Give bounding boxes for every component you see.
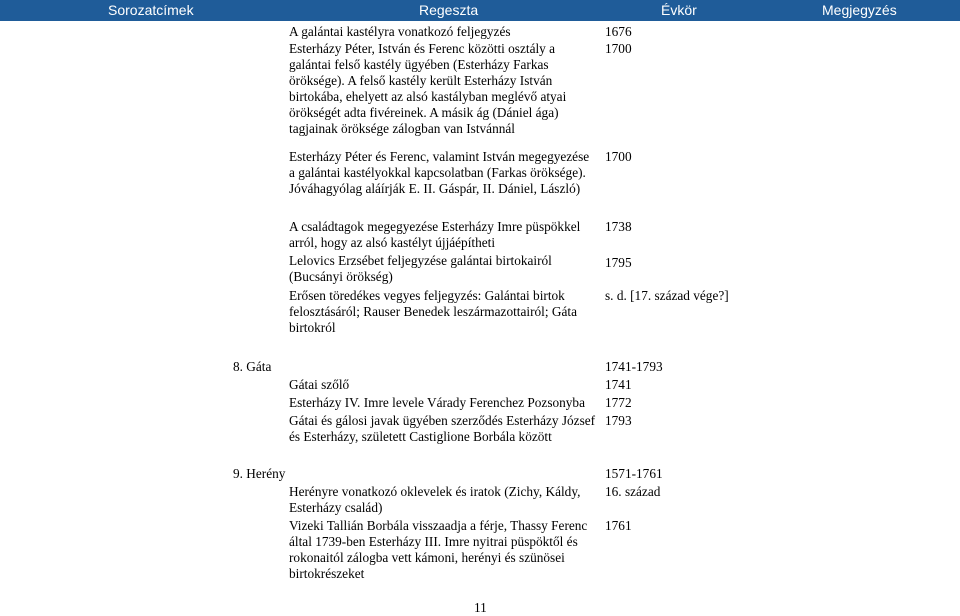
regeszta-line: Herényre vonatkozó oklevelek és iratok (Zichy, Káldy,: [289, 484, 581, 499]
regeszta-line: rokonaitól zálogba vett kámoni, herényi és szünösei: [289, 550, 565, 565]
entry-year: 1761: [605, 518, 632, 533]
entry-year: 1700: [605, 41, 632, 56]
regeszta-line: örökségét adta fivéreinek. A másik ág (Dániel ága): [289, 105, 559, 120]
regeszta-line: A galántai kastélyra vonatkozó feljegyzés: [289, 24, 511, 39]
regeszta-line: Lelovics Erzsébet feljegyzése galántai birtokairól: [289, 253, 552, 268]
regeszta-line: birtokrészeket: [289, 566, 365, 581]
regeszta-line: arról, hogy az alsó kastélyt újjáépítheti: [289, 235, 496, 250]
header-sorozatcimek: Sorozatcímek: [108, 2, 194, 18]
series-title-hereny: 9. Herény: [233, 466, 286, 481]
page-number: 11: [474, 600, 487, 615]
regeszta-line: a galántai kastélyokkal kapcsolatban (Farkas öröksége).: [289, 165, 586, 180]
series-range: 1571-1761: [605, 466, 663, 481]
regeszta-line: galántai felső kastély ügyében (Esterházy Farkas: [289, 57, 549, 72]
entry-year: 1793: [605, 413, 632, 428]
regeszta-line: Jóváhagyólag aláírják E. II. Gáspár, II. Dániel, László): [289, 181, 581, 196]
regeszta-line: (Bucsányi örökség): [289, 269, 393, 284]
header-evkor: Évkör: [661, 2, 697, 18]
regeszta-line: öröksége). A felső kastély került Esterházy István: [289, 73, 553, 88]
regeszta-line: A családtagok megegyezése Esterházy Imre püspökkel: [289, 219, 581, 234]
regeszta-line: Gátai szőlő: [289, 377, 350, 392]
regeszta-line: birtokról: [289, 320, 336, 335]
regeszta-line: Vizeki Tallián Borbála visszaadja a férje, Thassy Ferenc: [289, 518, 588, 533]
regeszta-line: felosztásáról; Rauser Benedek leszármazottairól; Gáta: [289, 304, 577, 319]
series-title-gata: 8. Gáta: [233, 359, 272, 374]
entry-year: 1741: [605, 377, 632, 392]
entry-year: 1772: [605, 395, 632, 410]
entry-year: s. d. [17. század vége?]: [605, 288, 729, 303]
regeszta-line: Esterházy család): [289, 500, 383, 515]
entry-year: 1738: [605, 219, 632, 234]
regeszta-line: Gátai és gálosi javak ügyében szerződés Esterházy József: [289, 413, 596, 428]
regeszta-line: birtokába, ehelyett az alsó kastályban meglévő atyai: [289, 89, 567, 104]
regeszta-line: Esterházy Péter és Ferenc, valamint István megegyezése: [289, 149, 590, 164]
entry-year: 16. század: [605, 484, 661, 499]
column-header-bar: [0, 0, 960, 21]
regeszta-line: Esterházy Péter, István és Ferenc közötti osztály a: [289, 41, 556, 56]
regeszta-line: Esterházy IV. Imre levele Várady Ferenchez Pozsonyba: [289, 395, 585, 410]
regeszta-line: Erősen töredékes vegyes feljegyzés: Galántai birtok: [289, 288, 565, 303]
regeszta-line: és Esterházy, született Castiglione Borbála között: [289, 429, 552, 444]
entry-year: 1676: [605, 24, 632, 39]
header-megjegyzes: Megjegyzés: [822, 2, 897, 18]
regeszta-line: tagjainak öröksége zálogban van Istvánnál: [289, 121, 515, 136]
header-regeszta: Regeszta: [419, 2, 479, 18]
entry-year: 1795: [605, 255, 632, 270]
entry-year: 1700: [605, 149, 632, 164]
regeszta-line: által 1739-ben Esterházy III. Imre nyitrai püspöktől és: [289, 534, 578, 549]
series-range: 1741-1793: [605, 359, 663, 374]
